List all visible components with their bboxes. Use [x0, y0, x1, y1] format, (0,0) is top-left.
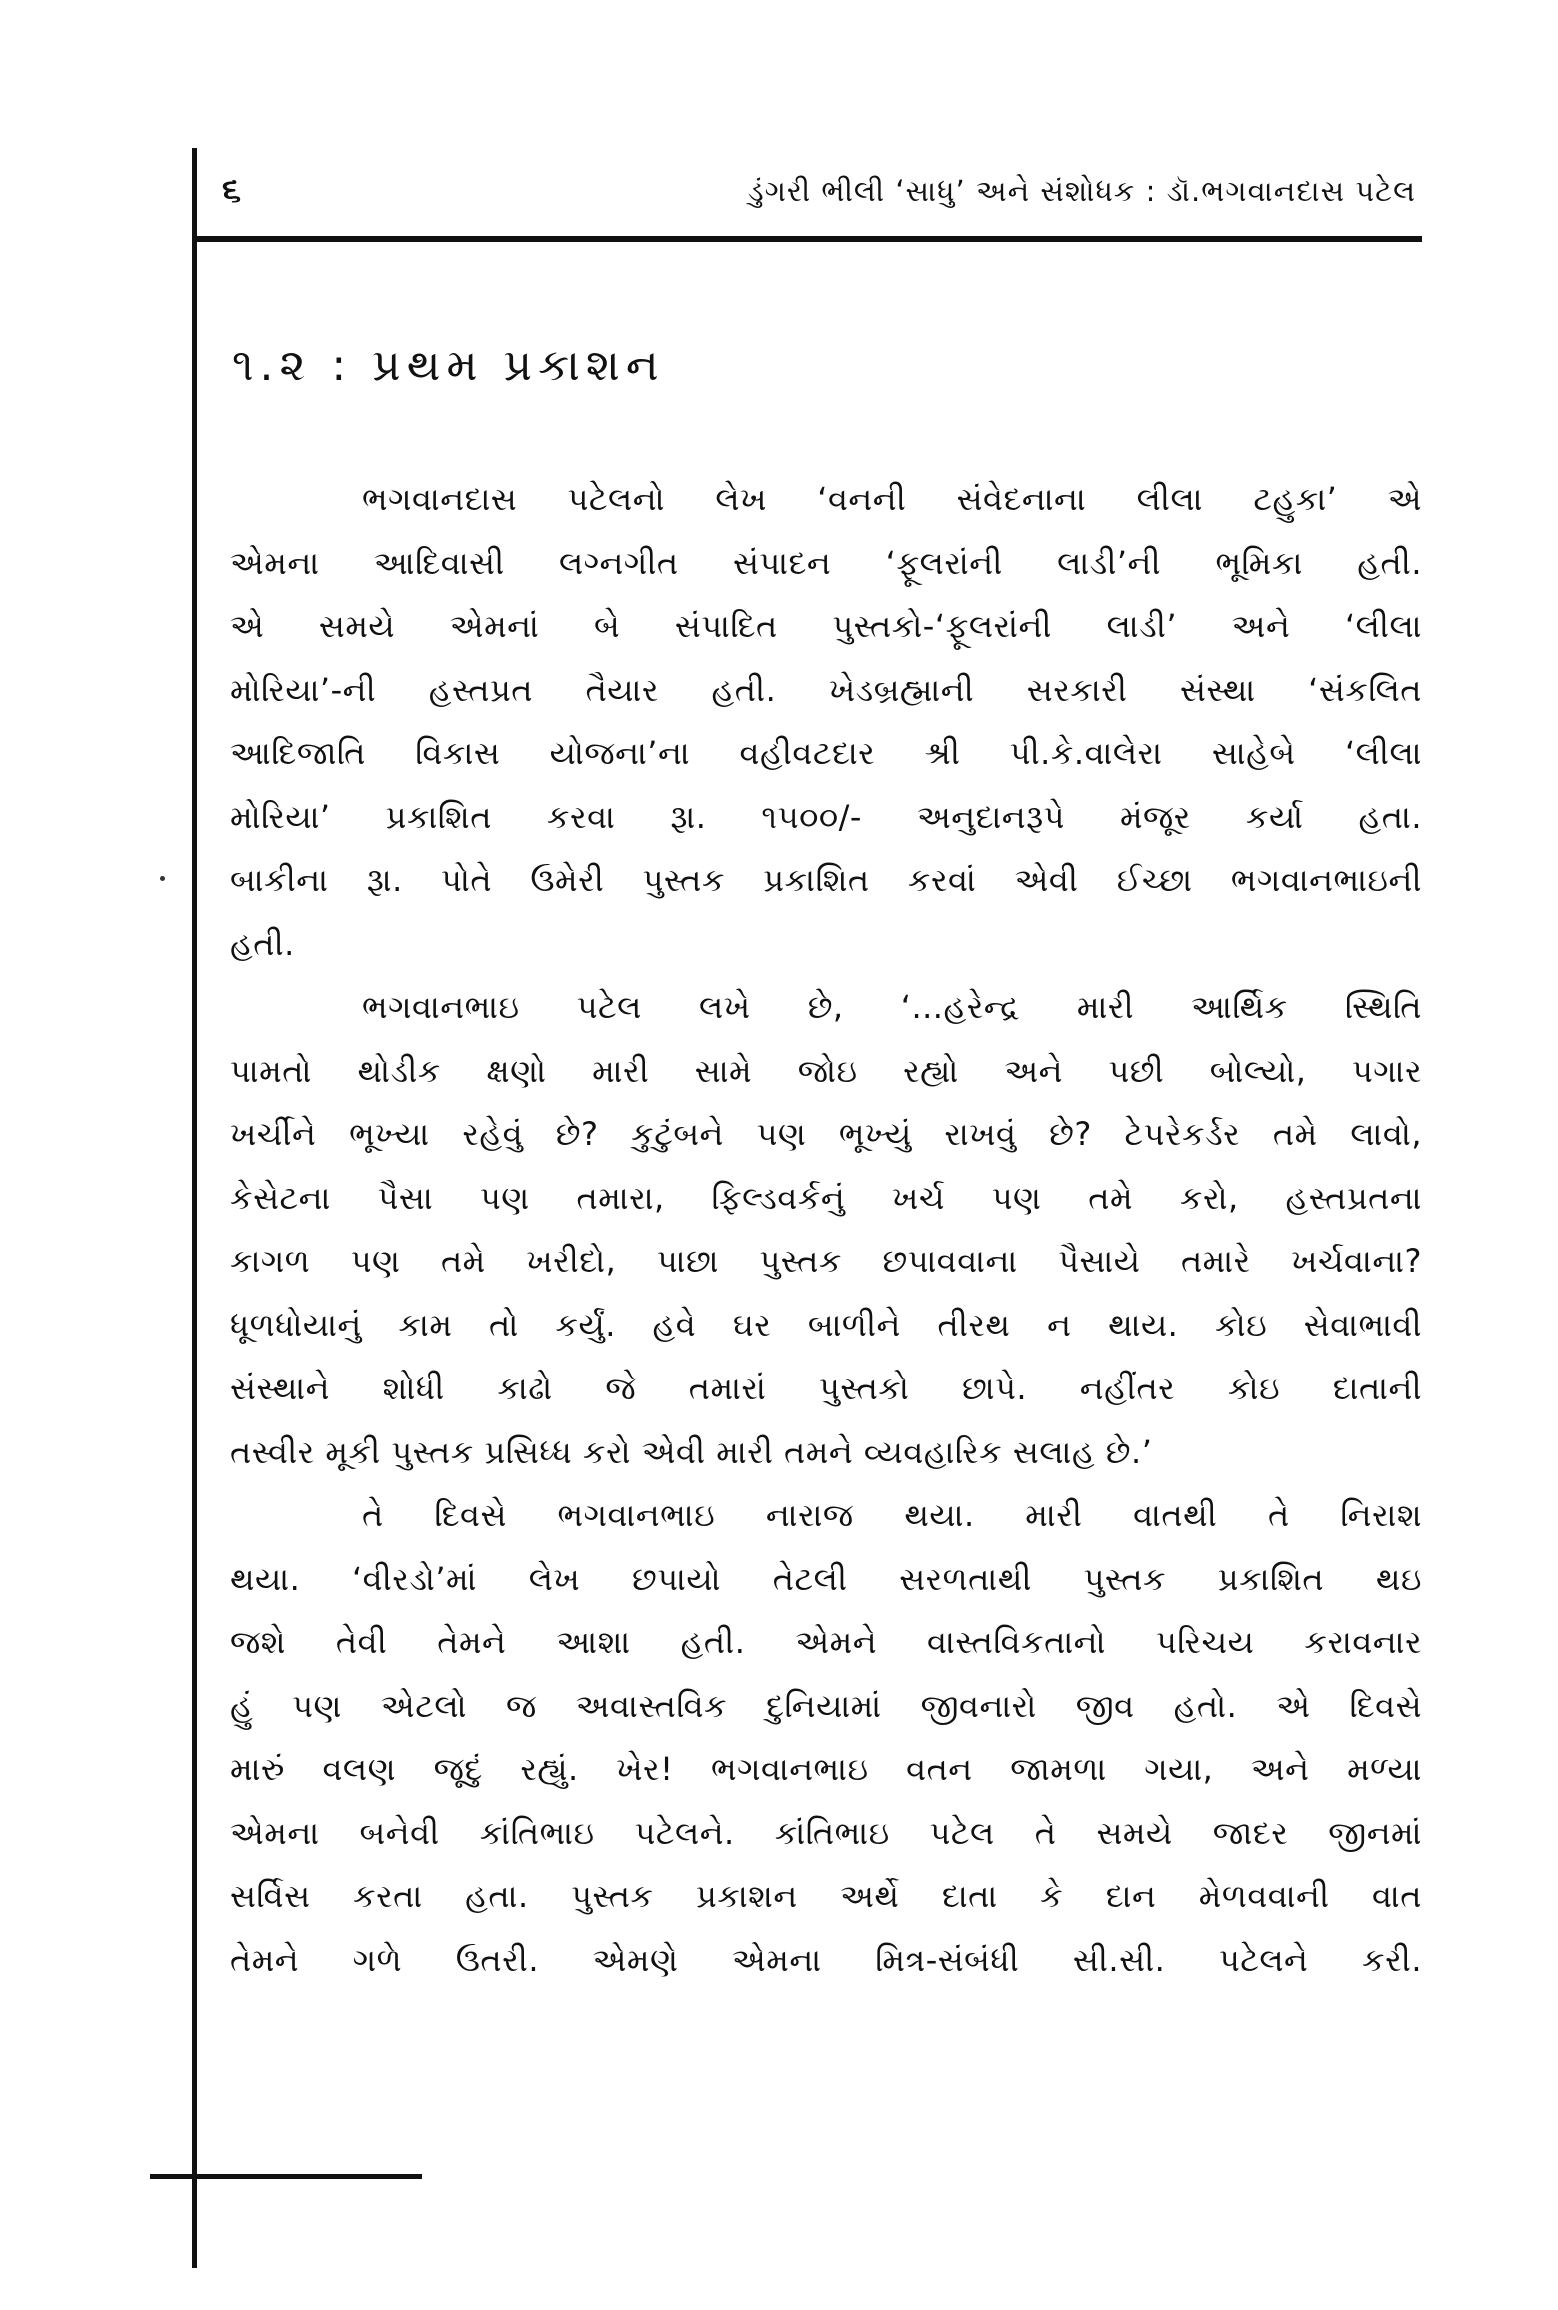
text-line: તસ્વીર મૂકી પુસ્તક પ્રસિધ્ધ કરો એવી મારી તમને વ્યવહારિક સલાહ છે.’: [230, 1432, 1153, 1471]
text-line: ધૂળધોયાનું કામ તો કર્યું. હવે ઘર બાળીને તીરથ ન થાય. કોઇ સેવાભાવી: [230, 1305, 1422, 1344]
text-line: તેમને ગળે ઉતરી. એમણે એમના મિત્ર-સંબંધી સી.સી. પટેલને કરી.: [230, 1940, 1422, 1979]
text-line: કેસેટના પૈસા પણ તમારા, ફિલ્ડવર્કનું ખર્ચ પણ તમે કરો, હસ્તપ્રતના: [230, 1178, 1422, 1217]
text-line: ભગવાનદાસ પટેલનો લેખ ‘વનની સંવેદનાના લીલા ટહુકા’ એ: [362, 480, 1422, 518]
text-line: એ સમયે એમનાં બે સંપાદિત પુસ્તકો-‘ફૂલરાંની લાડી’ અને ‘લીલા: [230, 607, 1422, 645]
text-line: હતી.: [230, 924, 295, 963]
text-line: એમના બનેવી કાંતિભાઇ પટેલને. કાંતિભાઇ પટેલ તે સમયે જાદર જીનમાં: [230, 1813, 1422, 1852]
text-line: પામતો થોડીક ક્ષણો મારી સામે જોઇ રહ્યો અને પછી બોલ્યો, પગાર: [230, 1051, 1422, 1090]
body-text: [230, 468, 1422, 1992]
margin-speck: [160, 876, 165, 881]
text-line: થયા. ‘વીરડો’માં લેખ છપાયો તેટલી સરળતાથી પુસ્તક પ્રકાશિત થઇ: [230, 1559, 1422, 1598]
text-line: એમના આદિવાસી લગ્નગીત સંપાદન ‘ફૂલરાંની લાડી’ની ભૂમિકા હતી.: [230, 543, 1422, 582]
text-line: જશે તેવી તેમને આશા હતી. એમને વાસ્તવિકતાનો પરિચય કરાવનાર: [230, 1623, 1422, 1661]
text-line: મારું વલણ જૂદું રહ્યું. ખેર! ભગવાનભાઇ વતન જામળા ગયા, અને મળ્યા: [230, 1750, 1422, 1788]
section-heading: ૧.૨ : પ્રથમ પ્રકાશન: [232, 340, 665, 391]
text-line: ભગવાનભાઇ પટેલ લખે છે, ‘...હરેન્દ્ર મારી આર્થિક સ્થિતિ: [362, 988, 1422, 1026]
text-line: સર્વિસ કરતા હતા. પુસ્તક પ્રકાશન અર્થે દાતા કે દાન મેળવવાની વાત: [230, 1877, 1422, 1915]
text-line: મોરિયા’ પ્રકાશિત કરવા રૂા. ૧૫૦૦/- અનુદાનરૂપે મંજૂર કર્યા હતા.: [230, 797, 1422, 836]
text-line: ખર્ચીને ભૂખ્યા રહેવું છે? કુટુંબને પણ ભૂખ્યું રાખવું છે? ટેપરેકર્ડર તમે લાવો,: [230, 1115, 1422, 1153]
text-line: તે દિવસે ભગવાનભાઇ નારાજ થયા. મારી વાતથી તે નિરાશ: [362, 1496, 1422, 1534]
header-rule: [192, 236, 1422, 242]
text-line: સંસ્થાને શોધી કાઢો જે તમારાં પુસ્તકો છાપે. નહીંતર કોઇ દાતાની: [230, 1369, 1422, 1407]
running-header: [192, 150, 1424, 220]
page-number: ૬: [222, 170, 242, 210]
text-line: બાકીના રૂા. પોતે ઉમેરી પુસ્તક પ્રકાશિત કરવાં એવી ઈચ્છા ભગવાનભાઇની: [230, 861, 1422, 899]
text-line: હું પણ એટલો જ અવાસ્તવિક દુનિયામાં જીવનારો જીવ હતો. એ દિવસે: [230, 1686, 1422, 1725]
running-title: ડુંગરી ભીલી ‘સાધુ’ અને સંશોધક : ડૉ.ભગવાનદાસ પટેલ: [747, 174, 1416, 208]
text-line: મોરિયા’-ની હસ્તપ્રત તૈયાર હતી. ખેડબ્રહ્માની સરકારી સંસ્થા ‘સંકલિત: [230, 670, 1422, 709]
footer-rule: [150, 2174, 422, 2179]
text-line: આદિજાતિ વિકાસ યોજના’ના વહીવટદાર શ્રી પી.કે.વાલેરા સાહેબે ‘લીલા: [230, 734, 1422, 772]
text-line: કાગળ પણ તમે ખરીદો, પાછા પુસ્તક છપાવવાના પૈસાયે તમારે ખર્ચવાના?: [230, 1242, 1422, 1280]
left-margin-rule: [192, 148, 197, 2268]
